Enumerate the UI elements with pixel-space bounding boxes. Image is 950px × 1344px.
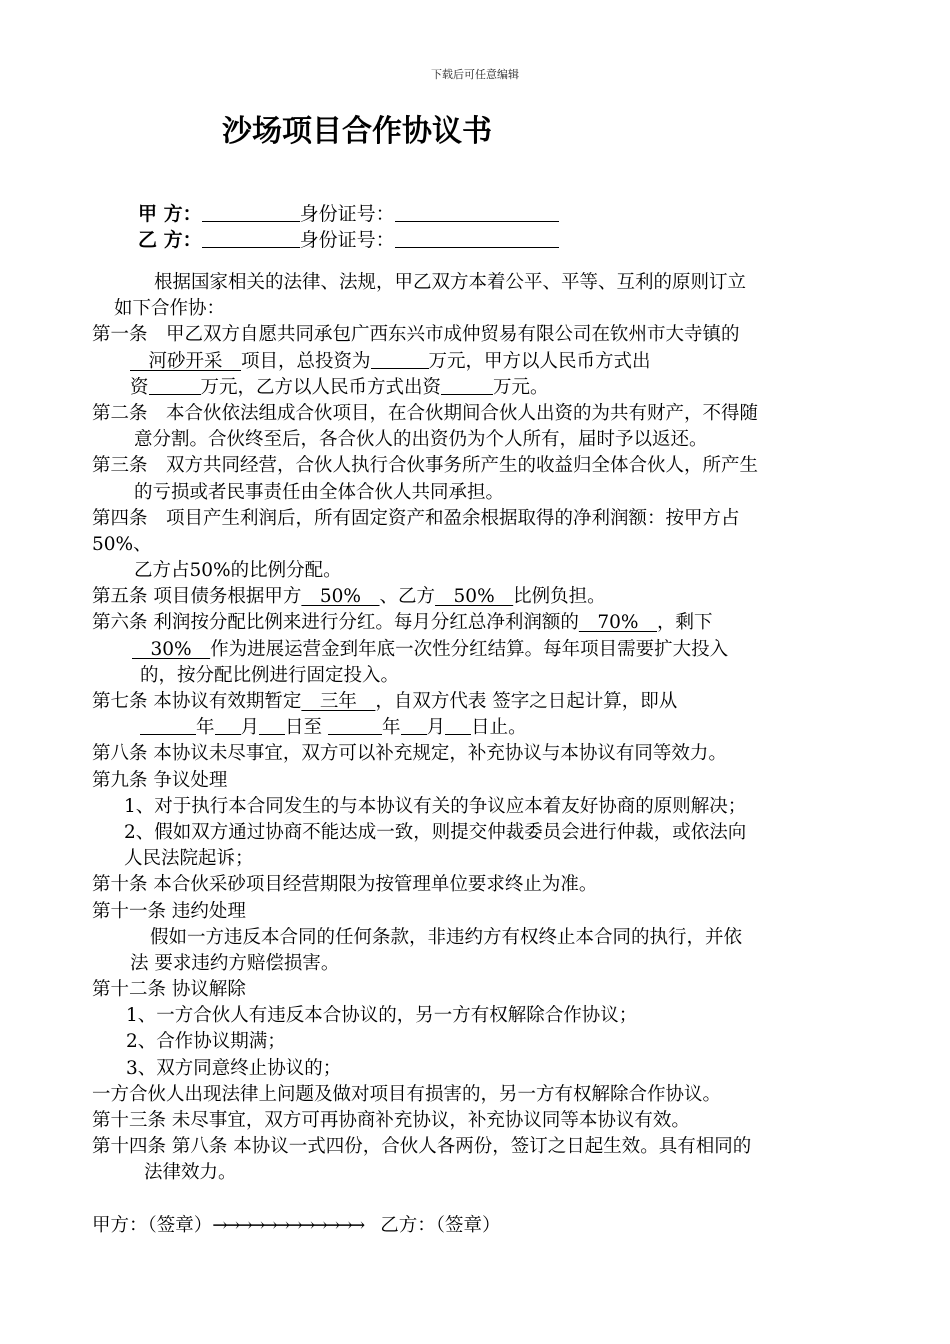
article-5-text: 第五条 项目债务根据甲方 — [92, 586, 302, 608]
start-day-blank — [259, 716, 285, 735]
article-12-item-1: 1、一方合伙人有违反本合协议的，另一方有权解除合作协议； — [126, 1005, 638, 1027]
party-a-debt-ratio: 50% — [301, 586, 380, 608]
article-12-item-2: 2、合作协议期满； — [126, 1031, 286, 1053]
article-6-line-2 — [92, 637, 882, 663]
article-9-item-2b: 人民法院起诉； — [124, 848, 254, 870]
article-6-line-1 — [92, 610, 882, 636]
article-14-line-2: 法律效力。 — [144, 1162, 237, 1184]
agreement-term: 三年 — [301, 691, 376, 712]
article-9-line-1: 第九条 争议处理 — [92, 769, 228, 791]
party-b-investment-blank — [441, 376, 493, 395]
article-6-text: 作为进展运营金到年底一次性分红结算。每年项目需要扩大投入 — [210, 638, 729, 660]
agreement-body — [92, 270, 882, 1239]
article-1-text: 资 — [130, 376, 149, 398]
article-13-line-1: 第十三条 未尽事宜，双方可再协商补充协议，补充协议同等本协议有效。 — [92, 1110, 690, 1131]
article-12-line-5: 一方合伙人出现法律上问题及做对项目有损害的，另一方有权解除合作协议。 — [92, 1083, 722, 1105]
article-9-item-1: 1、对于执行本合同发生的与本协议有关的争议应本着友好协商的原则解决； — [124, 795, 747, 817]
article-1-line-1: 第一条 甲乙双方自愿共同承包广西东兴市成仲贸易有限公司在钦州市大寺镇的 — [92, 324, 740, 346]
end-month-blank — [401, 716, 427, 735]
article-10-line-1: 第十条 本合伙采砂项目经营期限为按管理单位要求终止为准。 — [92, 874, 598, 896]
article-1-text: 万元，乙方以人民币方式出资 — [200, 376, 442, 398]
end-day-blank — [445, 716, 471, 735]
party-a-label: 甲 方： — [138, 203, 202, 225]
article-3-line-2: 的亏损或者民事责任由全体合伙人共同承担。 — [134, 481, 505, 503]
year-label: 年 — [196, 717, 215, 739]
party-a-name-blank — [202, 203, 300, 222]
article-1-text: 万元。 — [493, 376, 549, 398]
article-6-text: 第六条 利润按分配比例来进行分红。每月分红总净利润额的 — [92, 612, 579, 634]
year-label: 年 — [382, 717, 401, 739]
article-1-line-3 — [92, 375, 882, 401]
article-7-text: ，自双方代表 签字之日起计算，即从 — [375, 691, 678, 712]
total-investment-blank — [371, 350, 429, 369]
article-14-line-1: 第十四条 第八条 本协议一式四份，合伙人各两份，签订之日起生效。具有相同的 — [92, 1136, 752, 1158]
article-2-line-1: 第二条 本合伙依法组成合伙项目，在合伙期间合伙人出资的为共有财产，不得随 — [92, 402, 759, 424]
party-b-signature-label: 乙方：（签章） — [380, 1214, 501, 1236]
party-b-id-blank — [395, 229, 559, 248]
preamble-line-2: 如下合作协： — [114, 298, 226, 320]
article-7-line-1 — [92, 689, 882, 715]
month-label: 月 — [426, 717, 446, 739]
party-a-investment-blank — [149, 376, 201, 395]
dividend-ratio: 70% — [578, 612, 658, 634]
article-6-text: ，剩下 — [657, 612, 713, 634]
article-5-text: 比例负担。 — [513, 586, 606, 608]
article-1-line-2 — [92, 349, 882, 375]
article-5-text: 、乙方 — [379, 586, 436, 608]
signature-line — [92, 1213, 882, 1239]
party-b-name-blank — [202, 229, 300, 248]
article-2-line-2: 意分割。合伙终至后，各合伙人的出资仍为个人所有，届时予以返还。 — [134, 429, 708, 451]
party-a-id-blank — [395, 203, 559, 222]
article-7-line-2 — [92, 715, 882, 741]
article-12-line-1: 第十二条 协议解除 — [92, 979, 246, 1001]
day-to-label: 日止。 — [471, 717, 527, 739]
party-a-id-label: 身份证号： — [299, 203, 395, 225]
article-4-line-3: 乙方占50%的比例分配。 — [134, 560, 342, 582]
start-year-blank — [140, 716, 196, 735]
article-11-line-3: 法 要求违约方赔偿损害。 — [130, 952, 340, 974]
article-1-text: 项目，总投资为 — [241, 350, 371, 372]
party-a-signature-label: 甲方：（签章） — [92, 1214, 213, 1236]
article-1-text: 万元，甲方以人民币方式出 — [428, 350, 651, 372]
retained-ratio: 30% — [132, 638, 211, 660]
article-9-item-2a: 2、假如双方通过协商不能达成一致，则提交仲裁委员会进行仲裁，或依法向 — [124, 821, 747, 843]
article-6-line-3: 的，按分配比例进行固定投入。 — [140, 664, 400, 686]
article-5-line-1 — [92, 584, 882, 610]
document-title: 沙场项目合作协议书 — [222, 114, 492, 149]
party-b-debt-ratio: 50% — [435, 586, 514, 608]
party-b-id-label: 身份证号： — [299, 229, 395, 251]
article-11-line-1: 第十一条 违约处理 — [92, 900, 246, 922]
month-label: 月 — [240, 717, 260, 739]
party-b-label: 乙 方： — [138, 229, 202, 251]
end-year-blank — [328, 716, 382, 735]
page-header-note: 下载后可任意编辑 — [431, 68, 519, 81]
preamble-line-1: 根据国家相关的法律、法规，甲乙双方本着公平、平等、互利的原则订立 — [154, 272, 747, 293]
start-month-blank — [215, 716, 241, 735]
party-b-line — [138, 227, 559, 253]
day-from-label: 日至 — [285, 717, 323, 739]
article-7-text: 第七条 本协议有效期暂定 — [92, 691, 302, 712]
article-8-line-1: 第八条 本协议未尽事宜，双方可以补充规定，补充协议与本协议有同等效力。 — [92, 743, 727, 765]
article-3-line-1: 第三条 双方共同经营，合伙人执行合伙事务所产生的收益归全体合伙人，所产生 — [92, 455, 759, 477]
arrow-leader: →→→→→→→→→→→→ — [212, 1214, 363, 1236]
party-a-line — [138, 201, 559, 227]
article-11-line-2: 假如一方违反本合同的任何条款，非违约方有权终止本合同的执行，并依 — [150, 926, 743, 948]
project-type: 河砂开采 — [130, 350, 242, 372]
article-4-line-2: 50%、 — [92, 533, 152, 555]
article-4-line-1: 第四条 项目产生利润后，所有固定资产和盈余根据取得的净利润额：按甲方占 — [92, 507, 740, 529]
article-12-item-3: 3、双方同意终止协议的； — [126, 1057, 342, 1079]
